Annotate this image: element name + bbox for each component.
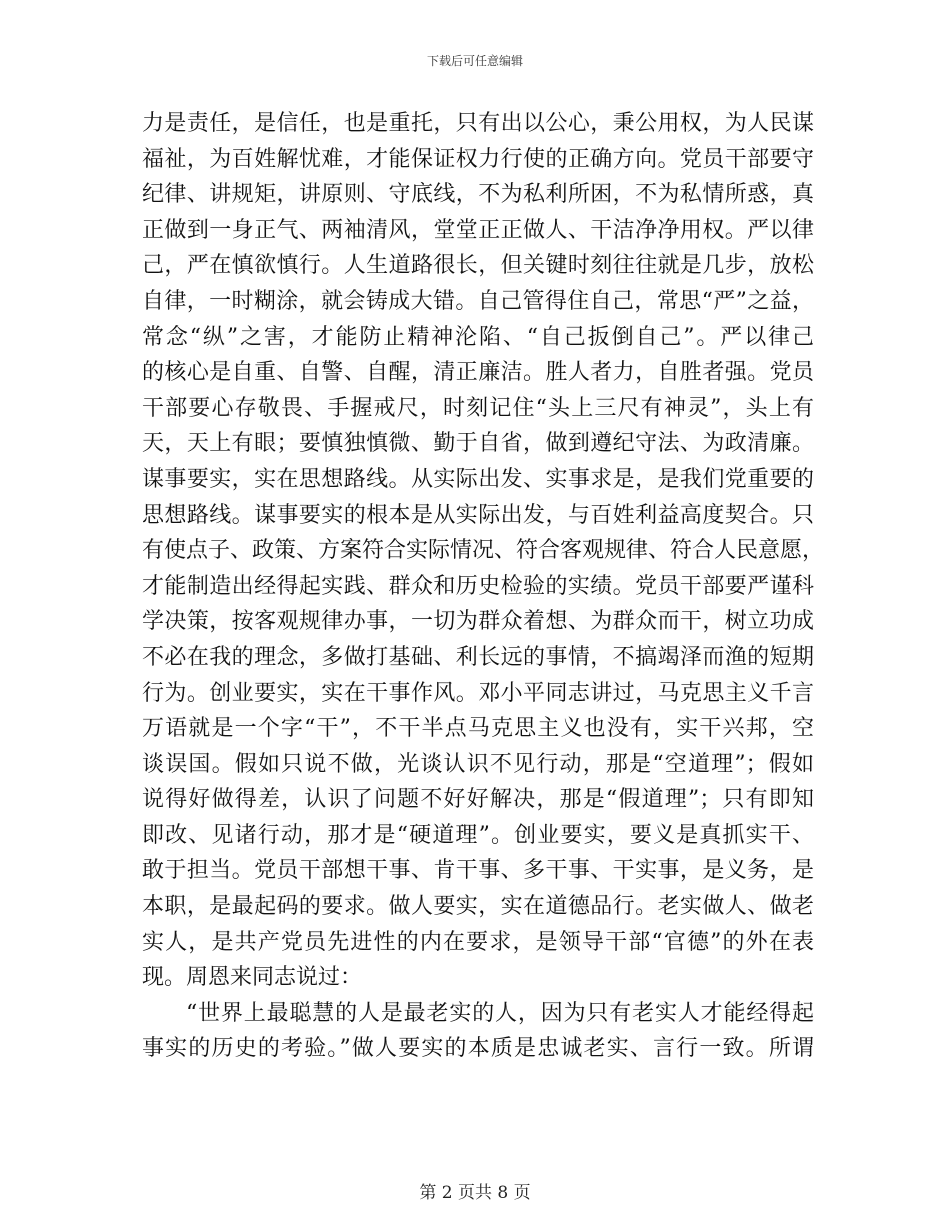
text-line: 天，天上有眼；要慎独慎微、勤于自省，做到遵纪守法、为政清廉。 [142, 431, 814, 457]
text-line: 力是责任，是信任，也是重托，只有出以公心，秉公用权，为人民谋 [142, 111, 814, 136]
text-line: 常念“纵”之害，才能防止精神沦陷、“自己扳倒自己”。严以律己 [142, 324, 814, 350]
text-line: 干部要心存敬畏、手握戒尺，时刻记住“头上三尺有神灵”，头上有 [142, 395, 814, 421]
text-line: 本职，是最起码的要求。做人要实，实在道德品行。老实做人、做老 [142, 894, 814, 920]
text-line: 正做到一身正气、两袖清风，堂堂正正做人、干洁净净用权。严以律 [142, 217, 814, 243]
text-line: 谈误国。假如只说不做，光谈认识不见行动，那是“空道理”；假如 [142, 751, 814, 777]
text-line: 现。周恩来同志说过： [142, 965, 363, 991]
text-line: 万语就是一个字“干”，不干半点马克思主义也没有，实干兴邦，空 [142, 716, 814, 742]
quote-line: “世界上最聪慧的人是最老实的人，因为只有老实人才能经得起 [186, 1000, 814, 1026]
text-line: 己，严在慎欲慎行。人生道路很长，但关键时刻往往就是几步，放松 [142, 253, 814, 279]
text-line: 不必在我的理念，多做打基础、利长远的事情，不搞竭泽而渔的短期 [142, 644, 814, 670]
text-line: 谋事要实，实在思想路线。从实际出发、实事求是，是我们党重要的 [142, 466, 814, 492]
text-line: 才能制造出经得起实践、群众和历史检验的实绩。党员干部要严谨科 [142, 573, 814, 599]
text-line: 行为。创业要实，实在干事作风。邓小平同志讲过，马克思主义千言 [142, 680, 814, 706]
text-line: 说得好做得差，认识了问题不好好解决，那是“假道理”；只有即知 [142, 787, 814, 813]
text-line: 自律，一时糊涂，就会铸成大错。自己管得住自己，常思“严”之益， [142, 288, 814, 314]
text-line: 学决策，按客观规律办事，一切为群众着想、为群众而干，树立功成 [142, 609, 814, 635]
text-line: 即改、见诸行动，那才是“硬道理”。创业要实，要义是真抓实干、 [142, 822, 814, 848]
text-line: 事实的历史的考验。”做人要实的本质是忠诚老实、言行一致。所谓 [142, 1036, 814, 1062]
text-line: 敢于担当。党员干部想干事、肯干事、多干事、干实事，是义务，是 [142, 858, 814, 884]
text-line: 有使点子、政策、方案符合实际情况、符合客观规律、符合人民意愿， [142, 538, 825, 564]
text-line: 福祉，为百姓解忧难，才能保证权力行使的正确方向。党员干部要守 [142, 146, 814, 172]
text-line: 实人，是共产党员先进性的内在要求，是领导干部“官德”的外在表 [142, 929, 814, 955]
text-line: 的核心是自重、自警、自醒，清正廉洁。胜人者力，自胜者强。党员 [142, 360, 814, 386]
document-body [142, 106, 825, 1067]
text-line: 思想路线。谋事要实的根本是从实际出发，与百姓利益高度契合。只 [142, 502, 814, 528]
page-header: 下载后可任意编辑 [426, 54, 523, 68]
text-line: 纪律、讲规矩，讲原则、守底线，不为私利所困，不为私情所惑，真 [142, 182, 814, 208]
page-number: 第 2 页共 8 页 [419, 1183, 531, 1203]
